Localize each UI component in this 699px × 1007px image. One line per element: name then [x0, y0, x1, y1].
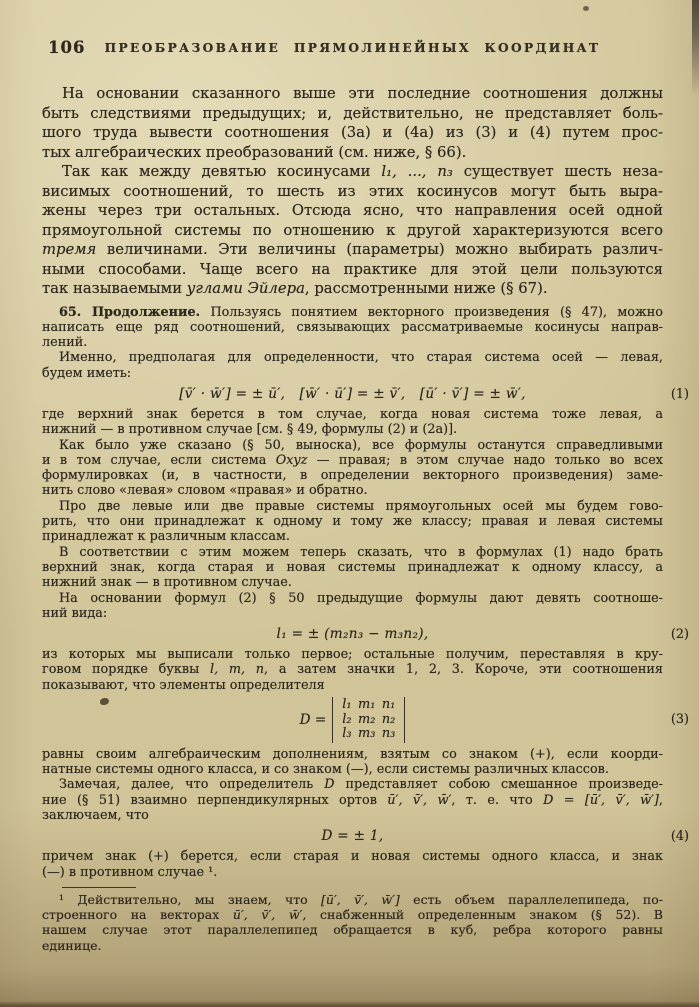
text-line: нижний знак — в противном случае. [42, 575, 292, 591]
paragraph [42, 849, 663, 880]
text-line: быть следствиями предыдущих; и, действительно, не представляет боль- [42, 104, 663, 122]
text-line: висимых соотношений, то шесть из этих косинусов могут быть выра- [42, 182, 663, 200]
text-line: лений. [42, 335, 88, 351]
text-line: говом порядке буквы l, m, n, а затем значки 1, 2, 3. Короче, эти соотношения [42, 662, 663, 678]
text-line: тремя величинами. Эти величины (параметры) можно выбирать различ- [42, 241, 663, 258]
text-line: 65. Продолжение. Пользуясь понятием векторного произведения (§ 47), можно [59, 304, 663, 320]
text-line: формулировках (и, в частности, в определении векторного произведения) заме- [42, 468, 663, 484]
text-line: и в том случае, если система Oxyz — правая; в этом случае надо только во всех [42, 452, 663, 468]
text-line: строенного на векторах ū′, v̄′, w̄′, снабженный определенным знаком (§ 52). В [42, 907, 663, 923]
equation-4 [42, 826, 689, 846]
text-line: прямоугольной системы по отношению к другой характеризуются всего [42, 221, 663, 239]
text-line: Именно, предполагая для определенности, что старая система осей — левая, [59, 350, 663, 366]
text-line: причем знак (+) берется, если старая и новая системы одного класса, и знак [42, 849, 663, 865]
determinant-lhs: D = [299, 711, 327, 728]
text-line: На основании сказанного выше эти последние соотношения должны [62, 85, 663, 102]
text-line: Про две левые или две правые системы прямоугольных осей мы будем гово- [59, 498, 663, 514]
paragraph [42, 591, 663, 622]
text-line: жены через три остальных. Отсюда ясно, что направления осей одной [42, 202, 663, 219]
paragraph [42, 162, 663, 299]
paragraph [42, 777, 663, 823]
page-number: 106 [48, 38, 86, 57]
paragraph [42, 407, 663, 438]
equation-1 [42, 384, 689, 404]
equation-4-body: D = ± 1, [321, 828, 384, 845]
page-bottom-edge [0, 1001, 699, 1007]
text-line: будем иметь: [42, 365, 132, 381]
equation-2-number: (2) [670, 627, 689, 643]
text-line: из которых мы выписали только первое; остальные получим, переставляя в кру- [42, 647, 663, 663]
scan-speck [583, 6, 589, 11]
paragraph [42, 499, 663, 545]
equation-1-body: [v̄′ · w̄′] = ± ū′, [w̄′ · ū′] = ± v̄′, [ū′ · v̄′] = ± w̄′, [179, 385, 526, 402]
paragraph [42, 438, 663, 499]
text-line: нашем случае этот параллелепипед обращается в куб, ребра которого равны [42, 922, 663, 938]
text-line: ние (§ 51) взаимно перпендикулярных ортов ū′, v̄′, w̄′, т. е. что D = [ū′, v̄′, w̄′], [42, 792, 663, 808]
equation-2 [42, 624, 689, 644]
equation-2-body: l₁ = ± (m₂n₃ − m₃n₂), [276, 626, 429, 643]
paragraph [42, 84, 663, 162]
footnote-separator [62, 887, 136, 888]
text-line: рить, что они принадлежат к одному и тому же классу; правая и левая системы [42, 514, 663, 530]
running-title: ПРЕОБРАЗОВАНИЕ ПРЯМОЛИНЕЙНЫХ КООРДИНАТ [104, 41, 601, 55]
text-line: натные системы одного класса, и со знаком (—), если системы различных классов. [42, 762, 609, 778]
determinant-matrix [332, 697, 405, 743]
text-line: где верхний знак берется в том случае, когда новая система тоже левая, а [42, 406, 663, 422]
text-line: верхний знак, когда старая и новая системы принадлежат к одному классу, а [42, 559, 663, 575]
equation-1-number: (1) [670, 386, 689, 402]
determinant-row: l₁ m₁ n₁ [342, 697, 396, 713]
equation-4-number: (4) [670, 829, 689, 845]
text-line: ний вида: [42, 605, 108, 621]
text-line: (—) в противном случае ¹. [42, 864, 218, 880]
text-line: показывают, что элементы определителя [42, 677, 325, 693]
text-line: так называемыми углами Эйлера, рассмотренными ниже (§ 67). [42, 280, 548, 297]
footnote [42, 892, 663, 953]
text-line: равны своим алгебраическим дополнениям, взятым со знаком (+), если коорди- [42, 746, 663, 762]
text-line: принадлежат к различным классам. [42, 529, 291, 545]
equation-3-number: (3) [670, 711, 689, 727]
paragraph [42, 647, 663, 693]
equation-3-determinant [42, 697, 689, 743]
page-header [42, 38, 663, 58]
determinant-row: l₂ m₂ n₂ [342, 711, 396, 727]
determinant-row: l₃ m₃ n₃ [342, 726, 396, 742]
text-line: В соответствии с этим можем теперь сказать, что в формулах (1) надо брать [59, 544, 663, 560]
text-line: На основании формул (2) § 50 предыдущие формулы дают девять соотноше- [59, 590, 663, 606]
text-line: шого труда вывести соотношения (3а) и (4а) из (3) и (4) путем прос- [42, 124, 663, 141]
text-line: Замечая, далее, что определитель D представляет собою смешанное произведе- [59, 777, 663, 793]
text-line: тых алгебраических преобразований (см. ниже, § 66). [42, 143, 467, 161]
text-line: Как было уже сказано (§ 50, выноска), все формулы останутся справедливыми [59, 437, 663, 453]
paragraph [42, 747, 663, 778]
paragraph [42, 545, 663, 591]
text-line: нижний — в противном случае [см. § 49, формулы (2) и (2а)]. [42, 422, 458, 438]
text-line: заключаем, что [42, 808, 149, 823]
text-line: Так как между девятью косинусами l₁, ..., n₃ существует шесть неза- [62, 163, 663, 180]
text-line: ¹ Действительно, мы знаем, что [ū′, v̄′, w̄′] есть объем параллелепипеда, по- [59, 891, 664, 907]
section-65-heading-paragraph [42, 305, 663, 351]
paragraph [42, 350, 663, 381]
text-line: единице. [42, 937, 102, 953]
text-line: ными способами. Чаще всего на практике для этой цели пользуются [42, 260, 663, 278]
text-line: нить слово «левая» словом «правая» и обратно. [42, 483, 368, 499]
text-line: написать еще ряд соотношений, связывающих рассматриваемые косинусы направ- [42, 319, 663, 335]
